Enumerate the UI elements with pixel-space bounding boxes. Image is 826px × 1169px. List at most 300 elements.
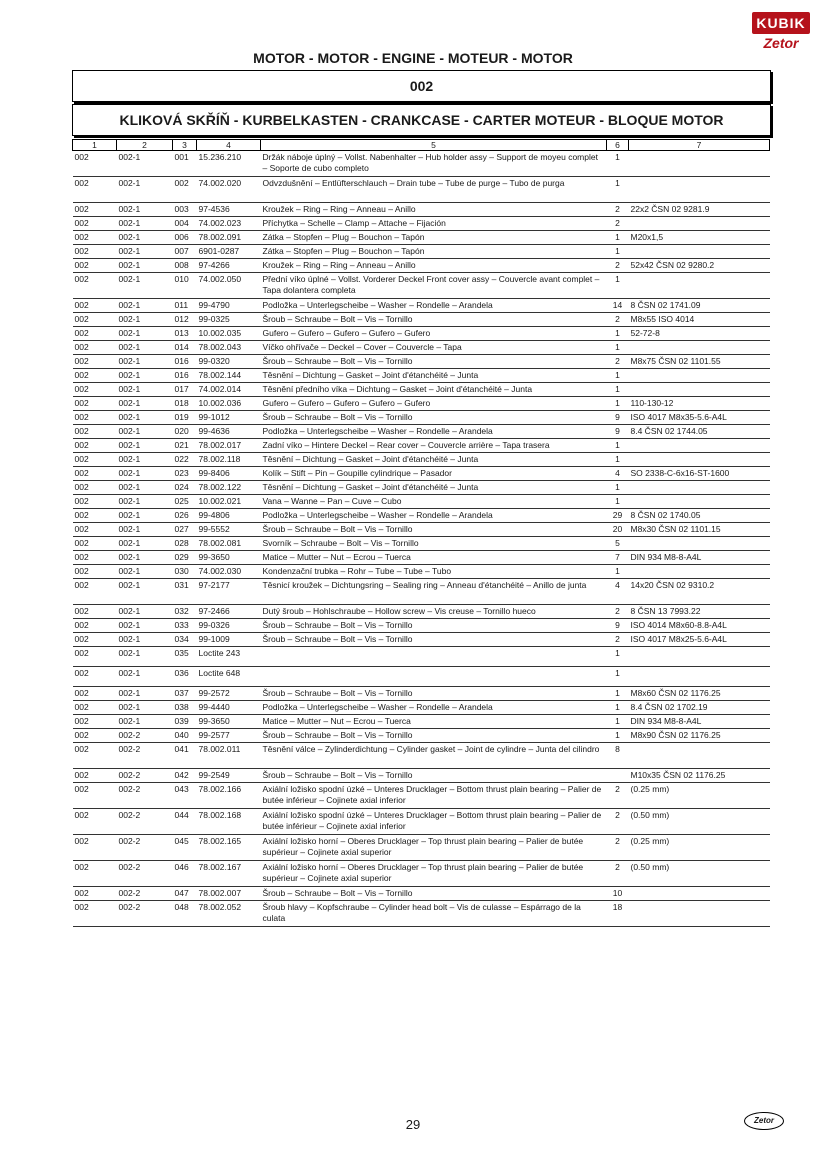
cell-c5: Podložka – Unterlegscheibe – Washer – Rondelle – Arandela: [261, 701, 607, 715]
cell-c7: M20x1,5: [629, 231, 770, 245]
cell-c6: 2: [607, 605, 629, 619]
table-row: [73, 743, 770, 769]
cell-c3: 004: [173, 217, 197, 231]
table-row: [73, 177, 770, 203]
cell-c4: 74.002.020: [197, 177, 261, 203]
cell-c3: 037: [173, 687, 197, 701]
table-row: [73, 369, 770, 383]
page-title: MOTOR - MOTOR - ENGINE - MOTEUR - MOTOR: [253, 50, 573, 66]
cell-c1: 002: [73, 509, 117, 523]
cell-c6: 1: [607, 647, 629, 667]
cell-c4: 74.002.023: [197, 217, 261, 231]
cell-c2: 002-1: [117, 537, 173, 551]
cell-c5: Šroub – Schraube – Bolt – Vis – Tornillo: [261, 687, 607, 701]
cell-c3: 003: [173, 203, 197, 217]
cell-c7: [629, 217, 770, 231]
cell-c4: 97-2177: [197, 579, 261, 605]
cell-c7: [629, 369, 770, 383]
cell-c5: Zadní víko – Hintere Deckel – Rear cover – Couvercle arrière – Tapa trasera: [261, 439, 607, 453]
cell-c6: 2: [607, 355, 629, 369]
cell-c1: 002: [73, 341, 117, 355]
cell-c1: 002: [73, 835, 117, 861]
cell-c6: 1: [607, 701, 629, 715]
cell-c7: 52-72-8: [629, 327, 770, 341]
cell-c1: 002: [73, 355, 117, 369]
cell-c3: 036: [173, 667, 197, 687]
cell-c7: M10x35 ČSN 02 1176.25: [629, 769, 770, 783]
cell-c5: Kroužek – Ring – Ring – Anneau – Anillo: [261, 259, 607, 273]
cell-c1: 002: [73, 383, 117, 397]
cell-c7: [629, 887, 770, 901]
cell-c5: Odvzdušnění – Entlüfterschlauch – Drain tube – Tube de purge – Tubo de purga: [261, 177, 607, 203]
cell-c2: 002-1: [117, 217, 173, 231]
cell-c5: Šroub – Schraube – Bolt – Vis – Tornillo: [261, 313, 607, 327]
cell-c2: 002-1: [117, 551, 173, 565]
cell-c6: 10: [607, 887, 629, 901]
cell-c3: 047: [173, 887, 197, 901]
cell-c4: 6901-0287: [197, 245, 261, 259]
table-row: [73, 701, 770, 715]
cell-c2: 002-1: [117, 605, 173, 619]
cell-c5: Příchytka – Schelle – Clamp – Attache – Fijación: [261, 217, 607, 231]
cell-c7: M8x30 ČSN 02 1101.15: [629, 523, 770, 537]
cell-c2: 002-1: [117, 495, 173, 509]
cell-c7: [629, 743, 770, 769]
cell-c4: 78.002.118: [197, 453, 261, 467]
table-row: [73, 203, 770, 217]
cell-c3: 033: [173, 619, 197, 633]
table-row: [73, 495, 770, 509]
parts-rows: [73, 151, 770, 927]
cell-c2: 002-1: [117, 245, 173, 259]
cell-c7: 110-130-12: [629, 397, 770, 411]
cell-c5: Šroub – Schraube – Bolt – Vis – Tornillo: [261, 887, 607, 901]
cell-c7: ISO 4017 M8x25-5.6-A4L: [629, 633, 770, 647]
cell-c1: 002: [73, 783, 117, 809]
table-row: [73, 605, 770, 619]
cell-c6: 1: [607, 687, 629, 701]
cell-c3: 028: [173, 537, 197, 551]
cell-c6: 1: [607, 151, 629, 177]
cell-c7: [629, 341, 770, 355]
cell-c4: 78.002.007: [197, 887, 261, 901]
cell-c5: Šroub hlavy – Kopfschraube – Cylinder head bolt – Vis de culasse – Espárrago de la culata: [261, 901, 607, 927]
cell-c6: 2: [607, 783, 629, 809]
table-row: [73, 537, 770, 551]
cell-c2: 002-1: [117, 369, 173, 383]
cell-c2: 002-1: [117, 397, 173, 411]
cell-c5: Těsnicí kroužek – Dichtungsring – Sealing ring – Anneau d'étanchéité – Anillo de junta: [261, 579, 607, 605]
logo-brand: KUBIK: [752, 12, 810, 34]
cell-c7: [629, 245, 770, 259]
cell-c5: Kondenzační trubka – Rohr – Tube – Tube – Tubo: [261, 565, 607, 579]
cell-c2: 002-1: [117, 411, 173, 425]
cell-c7: [629, 273, 770, 299]
cell-c5: Matice – Mutter – Nut – Ecrou – Tuerca: [261, 551, 607, 565]
cell-c4: 74.002.030: [197, 565, 261, 579]
cell-c7: 8 ČSN 02 1741.09: [629, 299, 770, 313]
cell-c5: Šroub – Schraube – Bolt – Vis – Tornillo: [261, 411, 607, 425]
cell-c7: ISO 4017 M8x35-5.6-A4L: [629, 411, 770, 425]
cell-c6: 1: [607, 397, 629, 411]
cell-c4: 78.002.167: [197, 861, 261, 887]
cell-c2: 002-1: [117, 151, 173, 177]
cell-c2: 002-1: [117, 453, 173, 467]
cell-c6: 1: [607, 495, 629, 509]
cell-c1: 002: [73, 425, 117, 439]
cell-c1: 002: [73, 619, 117, 633]
cell-c6: 2: [607, 217, 629, 231]
cell-c2: 002-1: [117, 481, 173, 495]
cell-c3: 013: [173, 327, 197, 341]
cell-c6: 7: [607, 551, 629, 565]
cell-c1: 002: [73, 861, 117, 887]
cell-c3: 046: [173, 861, 197, 887]
cell-c5: Šroub – Schraube – Bolt – Vis – Tornillo: [261, 619, 607, 633]
cell-c1: 002: [73, 411, 117, 425]
cell-c5: Těsnění – Dichtung – Gasket – Joint d'étanchéité – Junta: [261, 481, 607, 495]
cell-c2: 002-1: [117, 313, 173, 327]
cell-c3: 021: [173, 439, 197, 453]
cell-c6: 1: [607, 383, 629, 397]
cell-c6: 1: [607, 481, 629, 495]
cell-c5: Podložka – Unterlegscheibe – Washer – Rondelle – Arandela: [261, 509, 607, 523]
cell-c4: 99-0325: [197, 313, 261, 327]
cell-c1: 002: [73, 397, 117, 411]
cell-c5: Šroub – Schraube – Bolt – Vis – Tornillo: [261, 355, 607, 369]
cell-c6: 1: [607, 341, 629, 355]
cell-c5: [261, 667, 607, 687]
logo-sub: Zetor: [763, 35, 799, 51]
cell-c3: 008: [173, 259, 197, 273]
page-number: 29: [405, 1117, 421, 1132]
cell-c4: 78.002.011: [197, 743, 261, 769]
cell-c2: 002-2: [117, 861, 173, 887]
cell-c3: 010: [173, 273, 197, 299]
cell-c1: 002: [73, 809, 117, 835]
table-row: [73, 509, 770, 523]
cell-c5: Šroub – Schraube – Bolt – Vis – Tornillo: [261, 769, 607, 783]
cell-c2: 002-1: [117, 299, 173, 313]
table-row: [73, 715, 770, 729]
cell-c6: 1: [607, 369, 629, 383]
cell-c3: 026: [173, 509, 197, 523]
cell-c2: 002-2: [117, 743, 173, 769]
cell-c4: 99-4440: [197, 701, 261, 715]
table-row: [73, 327, 770, 341]
cell-c2: 002-1: [117, 509, 173, 523]
cell-c4: 78.002.168: [197, 809, 261, 835]
table-row: [73, 887, 770, 901]
cell-c1: 002: [73, 743, 117, 769]
cell-c6: 9: [607, 619, 629, 633]
cell-c2: 002-1: [117, 667, 173, 687]
cell-c7: ISO 4014 M8x60-8.8-A4L: [629, 619, 770, 633]
cell-c4: 10.002.021: [197, 495, 261, 509]
cell-c3: 007: [173, 245, 197, 259]
cell-c4: 78.002.091: [197, 231, 261, 245]
cell-c2: 002-1: [117, 523, 173, 537]
cell-c5: Axiální ložisko spodní úzké – Unteres Drucklager – Bottom thrust plain bearing – Palier de butée inférieur – Cojinete axial inferior: [261, 809, 607, 835]
cell-c4: 99-2572: [197, 687, 261, 701]
cell-c5: Gufero – Gufero – Gufero – Gufero – Gufero: [261, 327, 607, 341]
cell-c4: 99-2577: [197, 729, 261, 743]
cell-c3: 027: [173, 523, 197, 537]
cell-c2: 002-1: [117, 383, 173, 397]
cell-c6: 2: [607, 835, 629, 861]
cell-c4: 78.002.081: [197, 537, 261, 551]
cell-c3: 016: [173, 369, 197, 383]
cell-c5: Podložka – Unterlegscheibe – Washer – Rondelle – Arandela: [261, 299, 607, 313]
cell-c5: Těsnění válce – Zylinderdichtung – Cylinder gasket – Joint de cylindre – Junta del cilindro: [261, 743, 607, 769]
cell-c5: Víčko ohřívače – Deckel – Cover – Couvercle – Tapa: [261, 341, 607, 355]
cell-c1: 002: [73, 901, 117, 927]
cell-c1: 002: [73, 551, 117, 565]
cell-c5: [261, 647, 607, 667]
cell-c7: DIN 934 M8-8-A4L: [629, 715, 770, 729]
cell-c6: 1: [607, 453, 629, 467]
cell-c4: 99-1012: [197, 411, 261, 425]
cell-c1: 002: [73, 245, 117, 259]
cell-c3: 024: [173, 481, 197, 495]
cell-c4: 99-5552: [197, 523, 261, 537]
cell-c7: 14x20 ČSN 02 9310.2: [629, 579, 770, 605]
cell-c4: 99-4636: [197, 425, 261, 439]
cell-c3: 038: [173, 701, 197, 715]
cell-c5: Držák náboje úplný – Vollst. Nabenhalter – Hub holder assy – Support de moyeu complet – Soporte de cubo completo: [261, 151, 607, 177]
cell-c5: Axiální ložisko horní – Oberes Drucklager – Top thrust plain bearing – Palier de butée supérieur – Cojinete axial superior: [261, 861, 607, 887]
cell-c1: 002: [73, 467, 117, 481]
cell-c2: 002-1: [117, 259, 173, 273]
cell-c5: Axiální ložisko horní – Oberes Drucklager – Top thrust plain bearing – Palier de butée supérieur – Cojinete axial superior: [261, 835, 607, 861]
cell-c1: 002: [73, 439, 117, 453]
cell-c4: 97-4266: [197, 259, 261, 273]
column-header: 5: [261, 140, 607, 151]
cell-c3: 014: [173, 341, 197, 355]
cell-c3: 017: [173, 383, 197, 397]
table-row: [73, 619, 770, 633]
cell-c2: 002-1: [117, 579, 173, 605]
cell-c1: 002: [73, 203, 117, 217]
cell-c2: 002-1: [117, 231, 173, 245]
cell-c1: 002: [73, 481, 117, 495]
cell-c7: 22x2 ČSN 02 9281.9: [629, 203, 770, 217]
cell-c2: 002-1: [117, 439, 173, 453]
cell-c3: 045: [173, 835, 197, 861]
cell-c7: SO 2338-C-6x16-ST-1600: [629, 467, 770, 481]
cell-c1: 002: [73, 369, 117, 383]
cell-c4: 97-4536: [197, 203, 261, 217]
cell-c5: Šroub – Schraube – Bolt – Vis – Tornillo: [261, 523, 607, 537]
cell-c2: 002-2: [117, 769, 173, 783]
cell-c2: 002-1: [117, 715, 173, 729]
cell-c2: 002-1: [117, 701, 173, 715]
cell-c4: 99-4806: [197, 509, 261, 523]
cell-c6: 1: [607, 729, 629, 743]
table-row: [73, 861, 770, 887]
cell-c7: [629, 177, 770, 203]
cell-c1: 002: [73, 299, 117, 313]
cell-c3: 041: [173, 743, 197, 769]
cell-c7: 8 ČSN 02 1740.05: [629, 509, 770, 523]
table-row: [73, 579, 770, 605]
cell-c2: 002-2: [117, 809, 173, 835]
cell-c2: 002-1: [117, 687, 173, 701]
cell-c2: 002-1: [117, 647, 173, 667]
cell-c4: 78.002.165: [197, 835, 261, 861]
cell-c6: 1: [607, 715, 629, 729]
cell-c4: 97-2466: [197, 605, 261, 619]
cell-c6: [607, 769, 629, 783]
table-header-row: [73, 140, 770, 151]
cell-c7: [629, 537, 770, 551]
cell-c2: 002-1: [117, 467, 173, 481]
cell-c4: 78.002.017: [197, 439, 261, 453]
cell-c2: 002-1: [117, 273, 173, 299]
parts-table: [72, 139, 770, 927]
cell-c7: (0.50 mm): [629, 861, 770, 887]
table-row: [73, 551, 770, 565]
cell-c2: 002-2: [117, 783, 173, 809]
cell-c4: 74.002.014: [197, 383, 261, 397]
cell-c4: 78.002.166: [197, 783, 261, 809]
cell-c5: Šroub – Schraube – Bolt – Vis – Tornillo: [261, 633, 607, 647]
cell-c2: 002-1: [117, 565, 173, 579]
cell-c6: 2: [607, 633, 629, 647]
column-header: 3: [173, 140, 197, 151]
cell-c5: Zátka – Stopfen – Plug – Bouchon – Tapón: [261, 245, 607, 259]
column-header: 4: [197, 140, 261, 151]
cell-c3: 006: [173, 231, 197, 245]
cell-c6: 1: [607, 231, 629, 245]
cell-c3: 048: [173, 901, 197, 927]
cell-c1: 002: [73, 579, 117, 605]
cell-c4: 99-2549: [197, 769, 261, 783]
table-row: [73, 397, 770, 411]
cell-c1: 002: [73, 537, 117, 551]
cell-c7: [629, 647, 770, 667]
cell-c6: 4: [607, 579, 629, 605]
cell-c4: 99-3650: [197, 715, 261, 729]
cell-c4: 99-1009: [197, 633, 261, 647]
table-row: [73, 565, 770, 579]
cell-c5: Těsnění předního víka – Dichtung – Gasket – Joint d'étanchéité – Junta: [261, 383, 607, 397]
cell-c3: 012: [173, 313, 197, 327]
table-row: [73, 783, 770, 809]
cell-c4: 99-4790: [197, 299, 261, 313]
cell-c2: 002-2: [117, 729, 173, 743]
table-row: [73, 411, 770, 425]
cell-c5: Axiální ložisko spodní úzké – Unteres Drucklager – Bottom thrust plain bearing – Palier de butée inférieur – Cojinete axial inferior: [261, 783, 607, 809]
cell-c4: 78.002.052: [197, 901, 261, 927]
cell-c1: 002: [73, 327, 117, 341]
cell-c2: 002-2: [117, 901, 173, 927]
cell-c3: 031: [173, 579, 197, 605]
table-row: [73, 355, 770, 369]
cell-c5: Kolík – Stift – Pin – Goupille cylindrique – Pasador: [261, 467, 607, 481]
cell-c4: 99-0320: [197, 355, 261, 369]
cell-c3: 040: [173, 729, 197, 743]
table-row: [73, 217, 770, 231]
cell-c4: 78.002.043: [197, 341, 261, 355]
cell-c6: 9: [607, 411, 629, 425]
cell-c3: 034: [173, 633, 197, 647]
cell-c7: M8x75 ČSN 02 1101.55: [629, 355, 770, 369]
cell-c5: Dutý šroub – Hohlschraube – Hollow screw – Vis creuse – Tornillo hueco: [261, 605, 607, 619]
table-row: [73, 259, 770, 273]
cell-c7: M8x55 ISO 4014: [629, 313, 770, 327]
cell-c6: 1: [607, 177, 629, 203]
cell-c3: 044: [173, 809, 197, 835]
cell-c1: 002: [73, 151, 117, 177]
cell-c2: 002-1: [117, 177, 173, 203]
cell-c3: 001: [173, 151, 197, 177]
table-row: [73, 809, 770, 835]
cell-c2: 002-2: [117, 887, 173, 901]
cell-c6: 1: [607, 273, 629, 299]
cell-c3: 018: [173, 397, 197, 411]
cell-c5: Šroub – Schraube – Bolt – Vis – Tornillo: [261, 729, 607, 743]
cell-c4: 15.236.210: [197, 151, 261, 177]
table-row: [73, 729, 770, 743]
table-row: [73, 425, 770, 439]
table-row: [73, 481, 770, 495]
table-row: [73, 313, 770, 327]
cell-c1: 002: [73, 495, 117, 509]
table-row: [73, 647, 770, 667]
section-title: KLIKOVÁ SKŘÍŇ - KURBELKASTEN - CRANKCASE - CARTER MOTEUR - BLOQUE MOTOR: [72, 104, 771, 136]
cell-c3: 032: [173, 605, 197, 619]
column-header: 7: [629, 140, 770, 151]
cell-c6: 14: [607, 299, 629, 313]
cell-c7: 8.4 ČSN 02 1702.19: [629, 701, 770, 715]
cell-c6: 18: [607, 901, 629, 927]
table-row: [73, 769, 770, 783]
cell-c7: (0.50 mm): [629, 809, 770, 835]
table-row: [73, 835, 770, 861]
cell-c6: 1: [607, 327, 629, 341]
cell-c7: M8x60 ČSN 02 1176.25: [629, 687, 770, 701]
cell-c7: [629, 667, 770, 687]
cell-c3: 035: [173, 647, 197, 667]
cell-c3: 029: [173, 551, 197, 565]
cell-c5: Vana – Wanne – Pan – Cuve – Cubo: [261, 495, 607, 509]
cell-c3: 016: [173, 355, 197, 369]
cell-c7: [629, 383, 770, 397]
cell-c1: 002: [73, 453, 117, 467]
cell-c6: 8: [607, 743, 629, 769]
cell-c7: M8x90 ČSN 02 1176.25: [629, 729, 770, 743]
cell-c7: [629, 901, 770, 927]
cell-c3: 025: [173, 495, 197, 509]
table-row: [73, 341, 770, 355]
cell-c6: 1: [607, 667, 629, 687]
cell-c1: 002: [73, 231, 117, 245]
cell-c3: 020: [173, 425, 197, 439]
cell-c4: 99-8406: [197, 467, 261, 481]
cell-c6: 4: [607, 467, 629, 481]
table-row: [73, 633, 770, 647]
cell-c2: 002-1: [117, 425, 173, 439]
cell-c6: 5: [607, 537, 629, 551]
group-code: 002: [72, 70, 771, 102]
cell-c4: 78.002.122: [197, 481, 261, 495]
cell-c1: 002: [73, 701, 117, 715]
cell-c1: 002: [73, 605, 117, 619]
cell-c4: 78.002.144: [197, 369, 261, 383]
cell-c5: Podložka – Unterlegscheibe – Washer – Rondelle – Arandela: [261, 425, 607, 439]
cell-c6: 1: [607, 565, 629, 579]
